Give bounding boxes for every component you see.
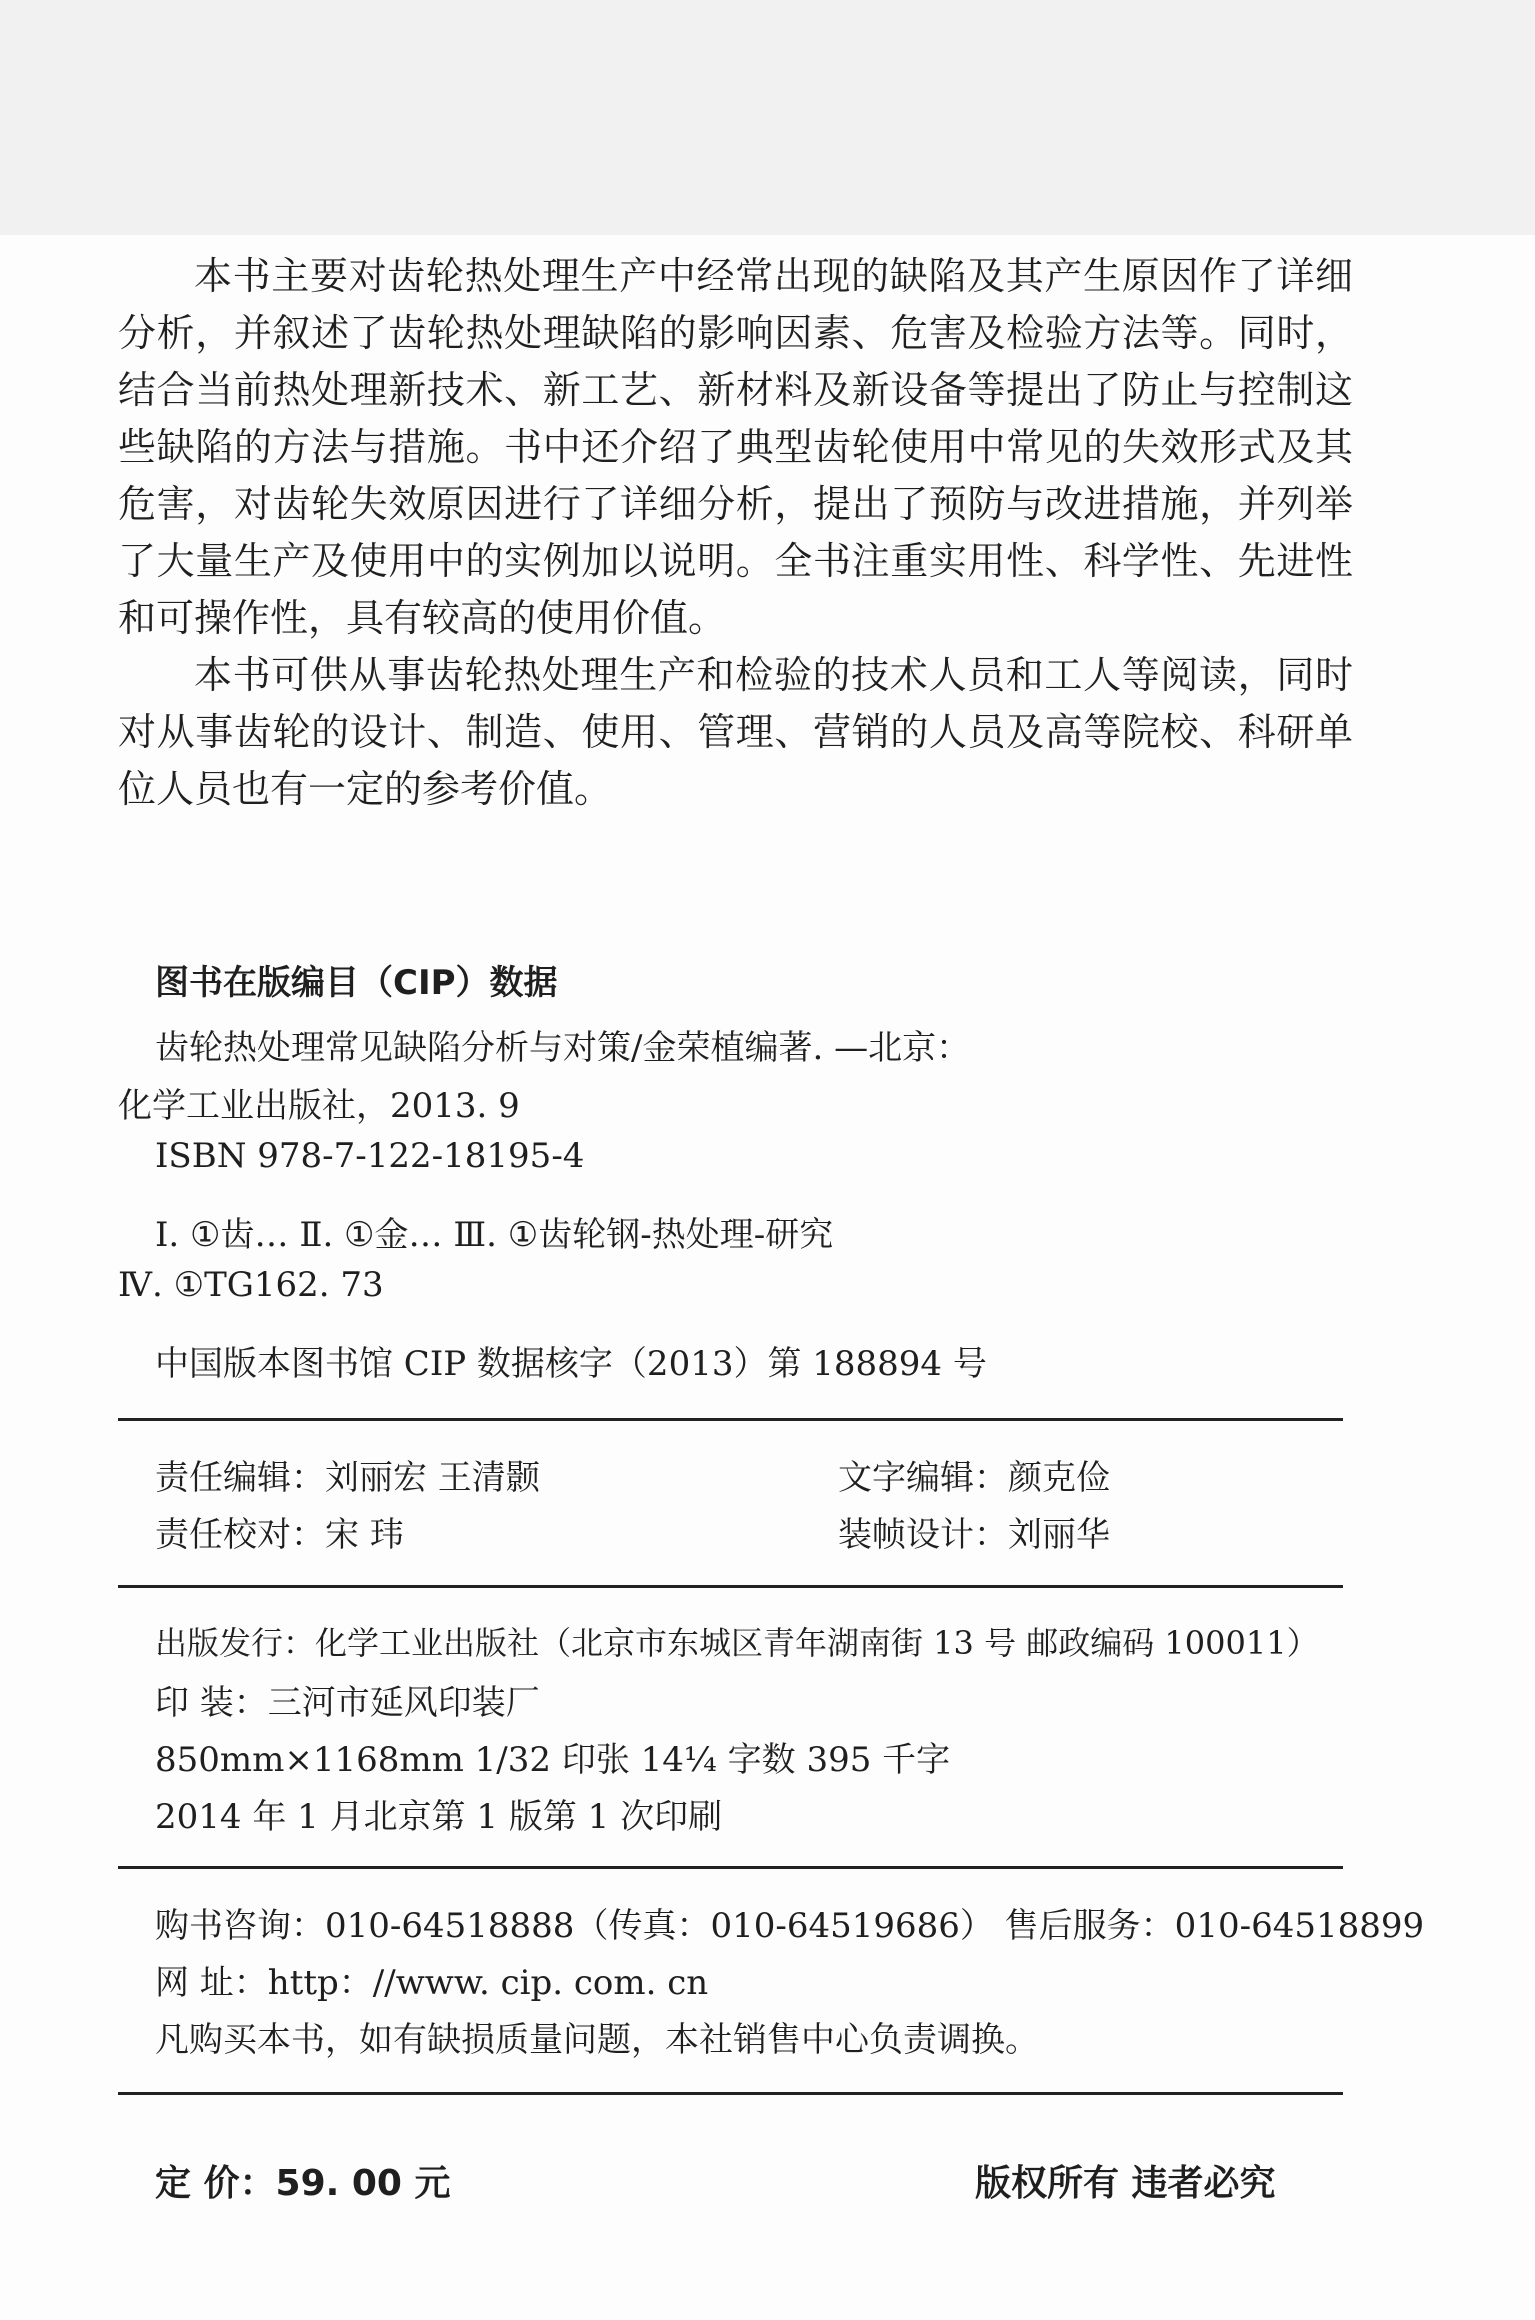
cip-subject-line: Ⅰ. ①齿… Ⅱ. ①金… Ⅲ. ①齿轮钢-热处理-研究 <box>155 1215 834 1255</box>
book-price: 定 价：59. 00 元 <box>155 2163 451 2204</box>
scan-top-band <box>0 0 1535 235</box>
edition-info: 2014 年 1 月北京第 1 版第 1 次印刷 <box>155 1797 723 1837</box>
cip-title-line: 齿轮热处理常见缺陷分析与对策/金荣植编著. —北京： <box>155 1028 971 1068</box>
proofreader: 责任校对：宋 玮 <box>155 1515 404 1555</box>
divider-rule <box>118 1418 1343 1421</box>
divider-rule <box>118 2092 1343 2095</box>
cip-class-line: Ⅳ. ①TG162. 73 <box>118 1265 384 1305</box>
format-info: 850mm×1168mm 1/32 印张 14¼ 字数 395 千字 <box>155 1740 951 1780</box>
publisher-info: 出版发行：化学工业出版社（北京市东城区青年湖南街 13 号 邮政编码 100011） <box>155 1624 1319 1662</box>
divider-rule <box>118 1866 1343 1869</box>
cip-publisher-line: 化学工业出版社，2013. 9 <box>118 1086 520 1126</box>
copyright-notice: 版权所有 违者必究 <box>975 2163 1276 2204</box>
cover-designer: 装帧设计：刘丽华 <box>838 1515 1110 1555</box>
divider-rule <box>118 1585 1343 1588</box>
purchase-contact: 购书咨询：010-64518888（传真：010-64519686） 售后服务：010-64518899 <box>155 1906 1425 1946</box>
responsible-editor: 责任编辑：刘丽宏 王清颢 <box>155 1458 540 1498</box>
replacement-notice: 凡购买本书，如有缺损质量问题，本社销售中心负责调换。 <box>155 2020 1039 2060</box>
cip-verify-line: 中国版本图书馆 CIP 数据核字（2013）第 188894 号 <box>155 1344 987 1384</box>
cip-heading: 图书在版编目（CIP）数据 <box>155 963 558 1003</box>
abstract-paragraph-2: 本书可供从事齿轮热处理生产和检验的技术人员和工人等阅读，同时对从事齿轮的设计、制造、使用、管理、营销的人员及高等院校、科研单位人员也有一定的参考价值。 <box>118 653 1353 811</box>
book-abstract <box>118 248 1353 818</box>
cip-isbn-line: ISBN 978-7-122-18195-4 <box>155 1136 585 1176</box>
website-info: 网 址：http：//www. cip. com. cn <box>155 1963 709 2003</box>
abstract-paragraph-1: 本书主要对齿轮热处理生产中经常出现的缺陷及其产生原因作了详细分析，并叙述了齿轮热处理缺陷的影响因素、危害及检验方法等。同时，结合当前热处理新技术、新工艺、新材料及新设备等提出了防止与控制这些缺陷的方法与措施。书中还介绍了典型齿轮使用中常见的失效形式及其危害，对齿轮失效原因进行了详细分析，提出了预防与改进措施，并列举了大量生产及使用中的实例加以说明。全书注重实用性、科学性、先进性和可操作性，具有较高的使用价值。 <box>118 254 1353 640</box>
printer-info: 印 装：三河市延风印装厂 <box>155 1683 540 1723</box>
text-editor: 文字编辑：颜克俭 <box>838 1458 1110 1498</box>
